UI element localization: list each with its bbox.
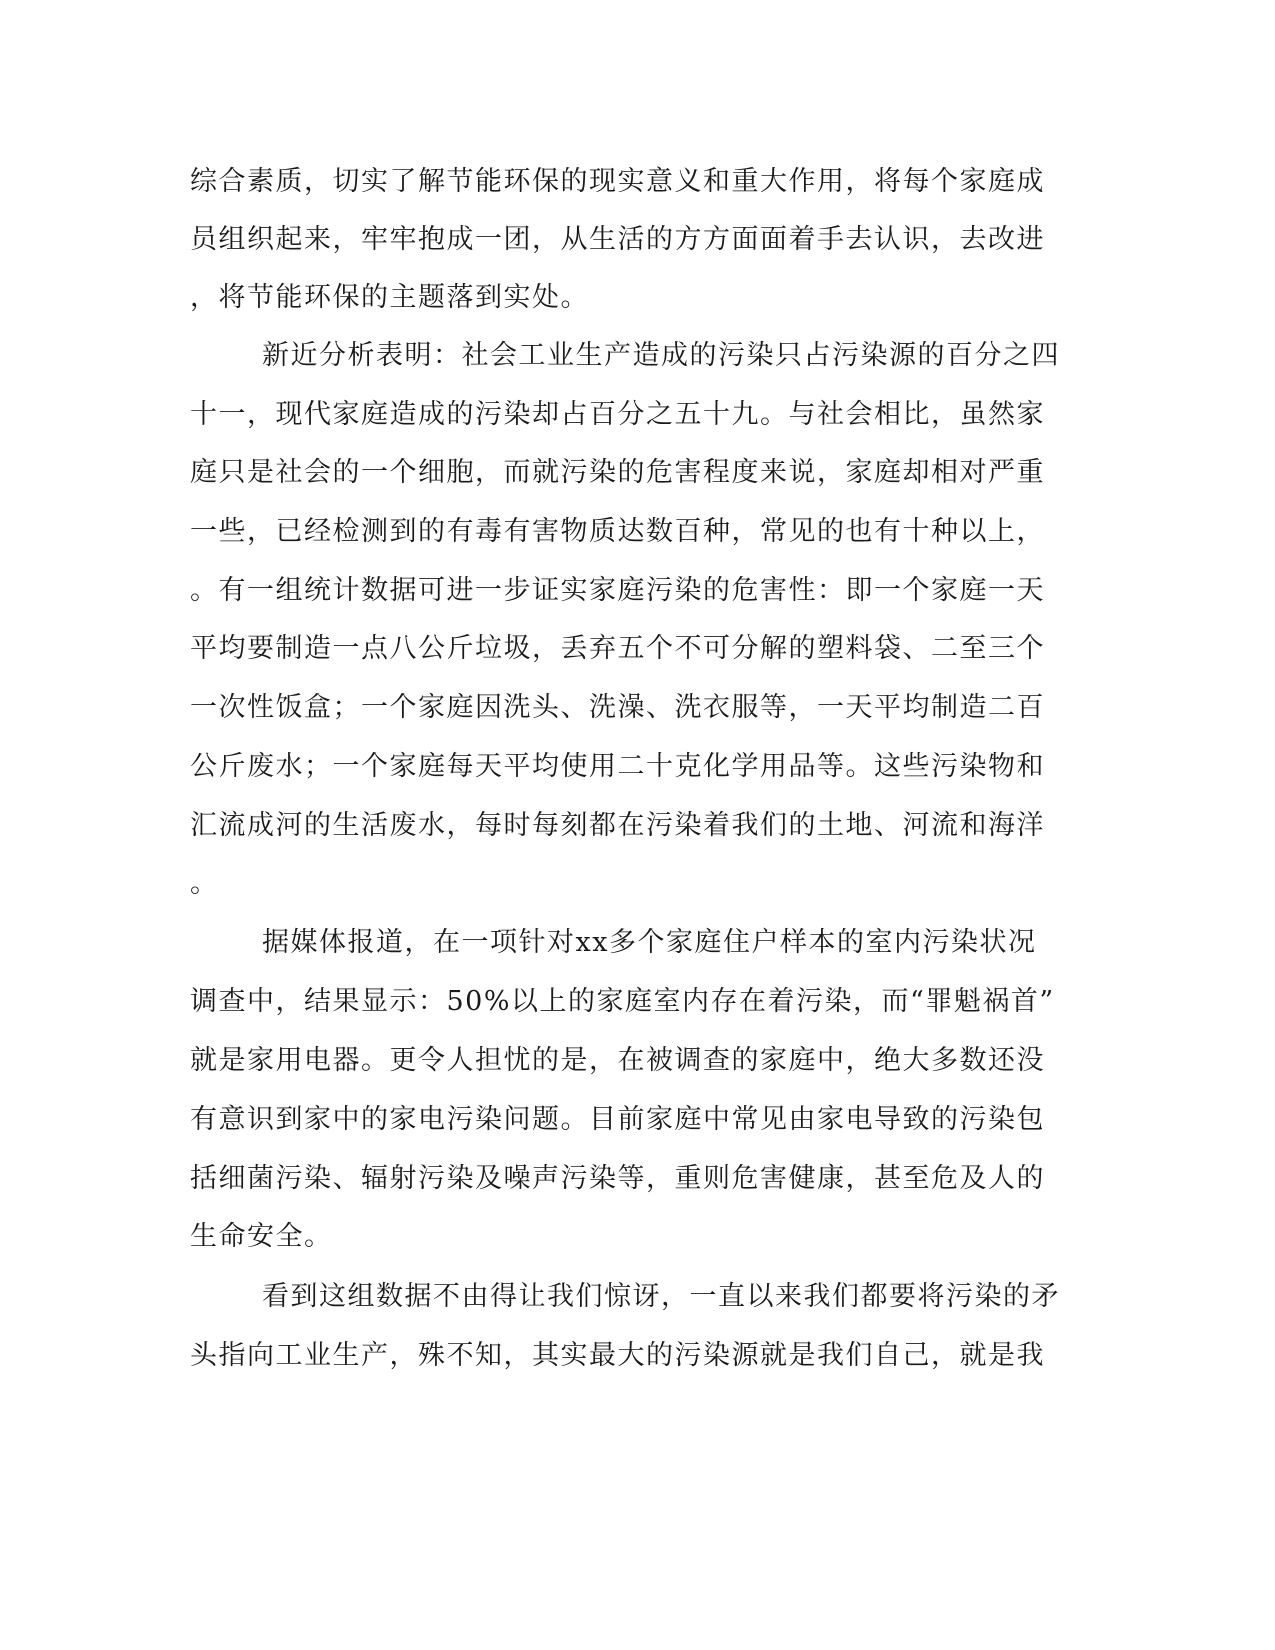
text-line: 一次性饭盒；一个家庭因洗头、洗澡、洗衣服等，一天平均制造二百: [190, 692, 1045, 723]
paragraph-first-line: 看到这组数据不由得让我们惊讶，一直以来我们都要将污染的矛: [262, 1281, 1060, 1312]
text-line: 十一，现代家庭造成的污染却占百分之五十九。与社会相比，虽然家: [190, 399, 1045, 430]
text-line: 有意识到家中的家电污染问题。目前家庭中常见由家电导致的污染包: [190, 1104, 1045, 1135]
text-line: 。有一组统计数据可进一步证实家庭污染的危害性：即一个家庭一天: [190, 575, 1045, 606]
text-line: 头指向工业生产，殊不知，其实最大的污染源就是我们自己，就是我: [190, 1340, 1045, 1371]
text-line: 一些，已经检测到的有毒有害物质达数百种，常见的也有十种以上，: [190, 516, 1045, 547]
text-line: 汇流成河的生活废水，每时每刻都在污染着我们的土地、河流和海洋: [190, 810, 1045, 841]
text-line: 括细菌污染、辐射污染及噪声污染等，重则危害健康，甚至危及人的: [190, 1163, 1045, 1194]
text-line: 综合素质，切实了解节能环保的现实意义和重大作用，将每个家庭成: [190, 166, 1045, 197]
paragraph-first-line: 据媒体报道，在一项针对xx多个家庭住户样本的室内污染状况: [262, 927, 1037, 958]
text-line: 庭只是社会的一个细胞，而就污染的危害程度来说，家庭却相对严重: [190, 457, 1045, 488]
text-line: 。: [190, 868, 219, 899]
text-line: 员组织起来，牢牢抱成一团，从生活的方方面面着手去认识，去改进: [190, 224, 1045, 255]
text-line: 生命安全。: [190, 1221, 333, 1252]
text-line: 调查中，结果显示：50%以上的家庭室内存在着污染，而“罪魁祸首”: [190, 986, 1055, 1017]
text-line: ，将节能环保的主题落到实处。: [190, 282, 589, 313]
text-line: 就是家用电器。更令人担忧的是，在被调查的家庭中，绝大多数还没: [190, 1045, 1045, 1076]
text-line: 公斤废水；一个家庭每天平均使用二十克化学用品等。这些污染物和: [190, 751, 1045, 782]
paragraph-first-line: 新近分析表明：社会工业生产造成的污染只占污染源的百分之四: [262, 340, 1060, 371]
text-line: 平均要制造一点八公斤垃圾，丢弃五个不可分解的塑料袋、二至三个: [190, 633, 1045, 664]
